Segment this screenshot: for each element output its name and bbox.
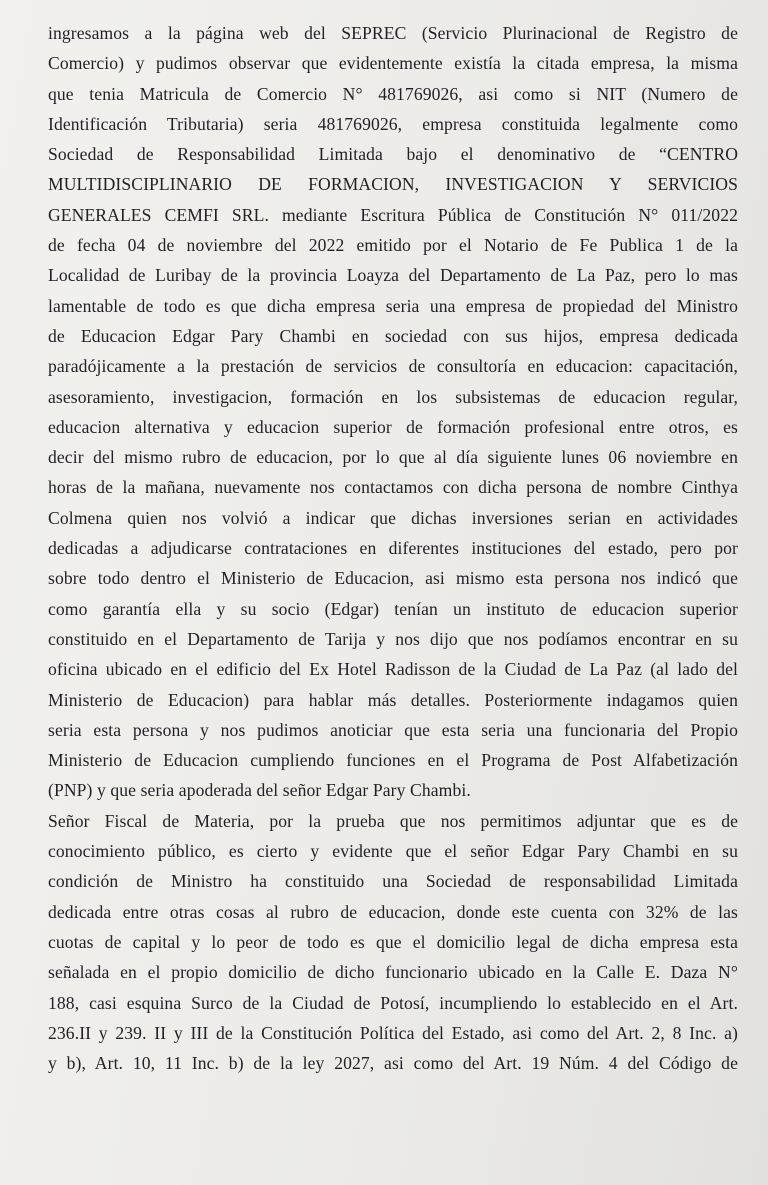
text-line: oficina ubicado en el edificio del Ex Hotel Radisson de la Ciudad de La Paz (al lado del	[48, 659, 738, 680]
text-line: decir del mismo rubro de educacion, por lo que al día siguiente lunes 06 noviembre en	[48, 447, 738, 468]
text-line: señalada en el propio domicilio de dicho funcionario ubicado en la Calle E. Daza N°	[48, 962, 738, 983]
text-line: condición de Ministro ha constituido una Sociedad de responsabilidad Limitada	[48, 871, 738, 892]
text-line: paradójicamente a la prestación de servicios de consultoría en educacion: capacitación,	[48, 356, 738, 377]
text-line: horas de la mañana, nuevamente nos contactamos con dicha persona de nombre Cinthya	[48, 477, 738, 498]
text-line: sobre todo dentro el Ministerio de Educacion, asi mismo esta persona nos indicó que	[48, 568, 738, 589]
text-line: y b), Art. 10, 11 Inc. b) de la ley 2027, asi como del Art. 19 Núm. 4 del Código de	[48, 1053, 738, 1074]
text-line: Comercio) y pudimos observar que evidentemente existía la citada empresa, la misma	[48, 53, 738, 74]
text-line: 236.II y 239. II y III de la Constitución Política del Estado, asi como del Art. 2, 8 Inc. a)	[48, 1022, 738, 1043]
text-line: conocimiento público, es cierto y evidente que el señor Edgar Pary Chambi en su	[48, 841, 738, 862]
document-body	[48, 18, 738, 1078]
text-line: asesoramiento, investigacion, formación en los subsistemas de educacion regular,	[48, 386, 738, 407]
text-line: de Educacion Edgar Pary Chambi en sociedad con sus hijos, empresa dedicada	[48, 325, 738, 346]
text-line: Colmena quien nos volvió a indicar que dichas inversiones serian en actividades	[48, 507, 738, 528]
text-line: ingresamos a la página web del SEPREC (Servicio Plurinacional de Registro de	[48, 23, 738, 43]
text-line: Ministerio de Educacion cumpliendo funciones en el Programa de Post Alfabetización	[48, 750, 738, 771]
text-line: educacion alternativa y educacion superior de formación profesional entre otros, es	[48, 416, 738, 437]
text-line: seria esta persona y nos pudimos anoticiar que esta seria una funcionaria del Propio	[48, 719, 738, 740]
text-line: Sociedad de Responsabilidad Limitada bajo el denominativo de “CENTRO	[48, 144, 738, 165]
text-line: Localidad de Luribay de la provincia Loayza del Departamento de La Paz, pero lo mas	[48, 265, 738, 286]
text-line: de fecha 04 de noviembre del 2022 emitido por el Notario de Fe Publica 1 de la	[48, 235, 738, 256]
text-line: que tenia Matricula de Comercio N° 481769026, asi como si NIT (Numero de	[48, 83, 738, 104]
text-line: Ministerio de Educacion) para hablar más detalles. Posteriormente indagamos quien	[48, 689, 738, 710]
text-line: cuotas de capital y lo peor de todo es que el domicilio legal de dicha empresa esta	[48, 931, 738, 952]
text-line: dedicada entre otras cosas al rubro de educacion, donde este cuenta con 32% de las	[48, 901, 738, 922]
text-line: 188, casi esquina Surco de la Ciudad de Potosí, incumpliendo lo establecido en el Art.	[48, 992, 738, 1013]
text-line: lamentable de todo es que dicha empresa seria una empresa de propiedad del Ministro	[48, 295, 738, 316]
text-line: MULTIDISCIPLINARIO DE FORMACION, INVESTIGACION Y SERVICIOS	[48, 174, 738, 195]
text-line: dedicadas a adjudicarse contrataciones en diferentes instituciones del estado, pero por	[48, 538, 738, 559]
text-line: como garantía ella y su socio (Edgar) tenían un instituto de educacion superior	[48, 598, 738, 619]
text-line: constituido en el Departamento de Tarija y nos dijo que nos podíamos encontrar en su	[48, 628, 738, 649]
text-line: Identificación Tributaria) seria 481769026, empresa constituida legalmente como	[48, 113, 738, 134]
text-line: GENERALES CEMFI SRL. mediante Escritura Pública de Constitución N° 011/2022	[48, 204, 738, 225]
text-line: (PNP) y que seria apoderada del señor Edgar Pary Chambi.	[48, 780, 471, 801]
text-line: Señor Fiscal de Materia, por la prueba que nos permitimos adjuntar que es de	[48, 810, 738, 831]
